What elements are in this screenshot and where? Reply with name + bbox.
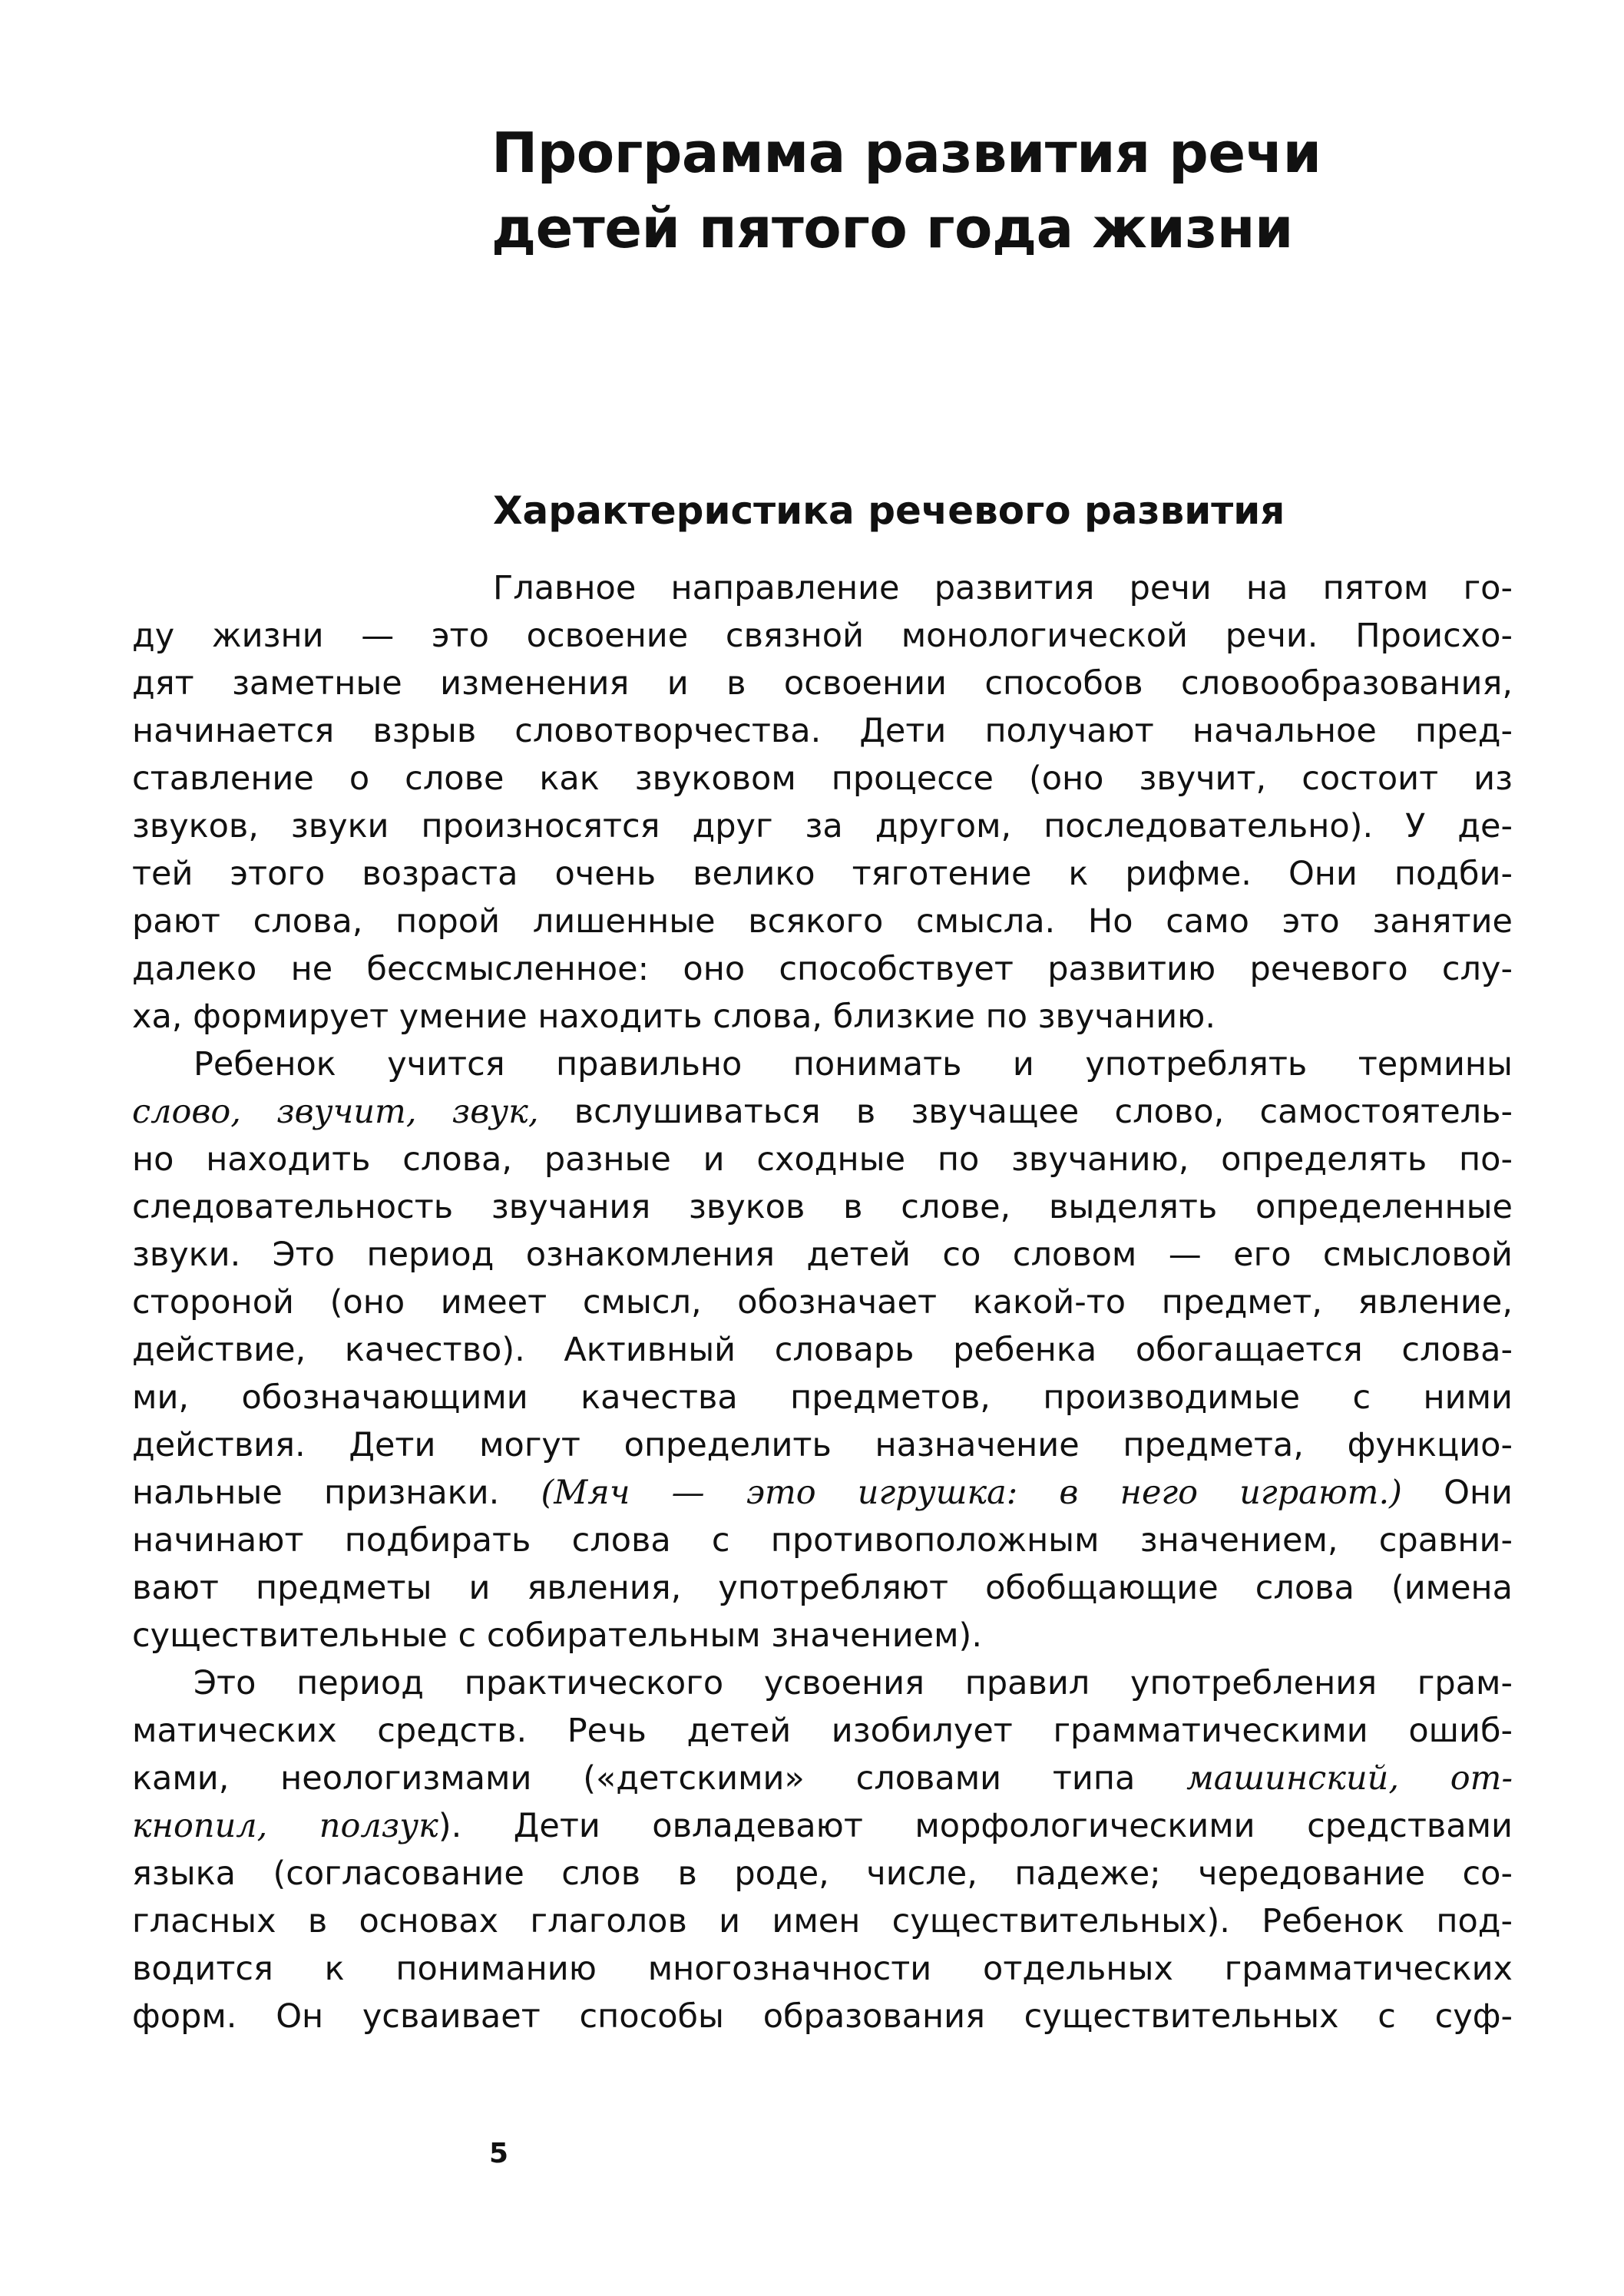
text-line: действие, качество). Активный словарь ребенка обогащается слова- [132, 1331, 1513, 1369]
text-line: вают предметы и явления, употребляют обобщающие слова (имена [132, 1569, 1513, 1607]
text-line: начинают подбирать слова с противоположным значением, сравни- [132, 1521, 1513, 1560]
text-line: далеко не бессмысленное: оно способствует развитию речевого слу- [132, 950, 1513, 988]
chapter-title-line-2: детей пятого года жизни [491, 196, 1293, 260]
text-line: действия. Дети могут определить назначение предмета, функцио- [132, 1426, 1513, 1464]
paragraph-2 [132, 1040, 1513, 1659]
text-line: дят заметные изменения и в освоении способов словообразования, [132, 664, 1513, 703]
text-line: но находить слова, разные и сходные по звучанию, определять по- [132, 1140, 1513, 1179]
text-line: существительные с собирательным значением). [132, 1616, 982, 1655]
italic-term: кнопил, ползук [132, 1807, 438, 1845]
text-line: языка (согласование слов в роде, числе, падеже; чередование со- [132, 1854, 1513, 1893]
text-fragment: ками, неологизмами («детскими» словами типа [132, 1759, 1187, 1798]
text-line: следовательность звучания звуков в слове, выделять определенные [132, 1188, 1513, 1226]
text-line [132, 1802, 1513, 1850]
italic-term: машинский, от- [1186, 1759, 1513, 1798]
text-line: водится к пониманию многозначности отдельных грамматических [132, 1950, 1513, 1988]
body-text [132, 564, 1513, 2040]
text-line: звуки. Это период ознакомления детей со словом — его смысловой [132, 1236, 1513, 1274]
paragraph-1 [132, 564, 1513, 1040]
text-line [132, 1755, 1513, 1802]
text-line: ми, обозначающими качества предметов, производимые с ними [132, 1378, 1513, 1417]
text-line: матических средств. Речь детей изобилует грамматическими ошиб- [132, 1712, 1513, 1750]
page-number: 5 [489, 2138, 509, 2169]
text-line: начинается взрыв словотворчества. Дети получают начальное пред- [132, 712, 1513, 750]
text-line: ставление о слове как звуковом процессе (оно звучит, состоит из [132, 759, 1513, 798]
text-line: Ребенок учится правильно понимать и употреблять термины [193, 1045, 1513, 1083]
text-fragment: ). Дети овладевают морфологическими средствами [438, 1807, 1513, 1845]
text-line: Это период практического усвоения правил употребления грам- [193, 1664, 1513, 1702]
text-line: ха, формирует умение находить слова, близкие по звучанию. [132, 997, 1216, 1036]
text-line: Главное направление развития речи на пятом го- [493, 569, 1513, 607]
text-line: форм. Он усваивает способы образования существительных с суф- [132, 1997, 1513, 2036]
text-fragment: вслушиваться в звучащее слово, самостоятель- [538, 1093, 1513, 1131]
italic-term: слово, звучит, звук, [132, 1093, 539, 1131]
text-line: стороной (оно имеет смысл, обозначает какой-то предмет, явление, [132, 1283, 1513, 1322]
text-fragment: Они [1401, 1474, 1513, 1512]
chapter-title-line-1: Программа развития речи [491, 121, 1321, 185]
text-line [132, 1088, 1513, 1136]
text-fragment: нальные признаки. [132, 1474, 541, 1512]
text-line: рают слова, порой лишенные всякого смысла. Но само это занятие [132, 902, 1513, 941]
italic-example: (Мяч — это игрушка: в него играют.) [541, 1474, 1402, 1512]
text-line: звуков, звуки произносятся друг за другом, последовательно). У де- [132, 807, 1513, 845]
paragraph-3 [132, 1659, 1513, 2040]
section-heading: Характеристика речевого развития [493, 488, 1285, 533]
chapter-title [491, 115, 1551, 266]
text-line: ду жизни — это освоение связной монологической речи. Происхо- [132, 617, 1513, 655]
text-line: тей этого возраста очень велико тяготение к рифме. Они подби- [132, 855, 1513, 893]
text-line [132, 1469, 1513, 1517]
text-line: гласных в основах глаголов и имен существительных). Ребенок под- [132, 1902, 1513, 1940]
